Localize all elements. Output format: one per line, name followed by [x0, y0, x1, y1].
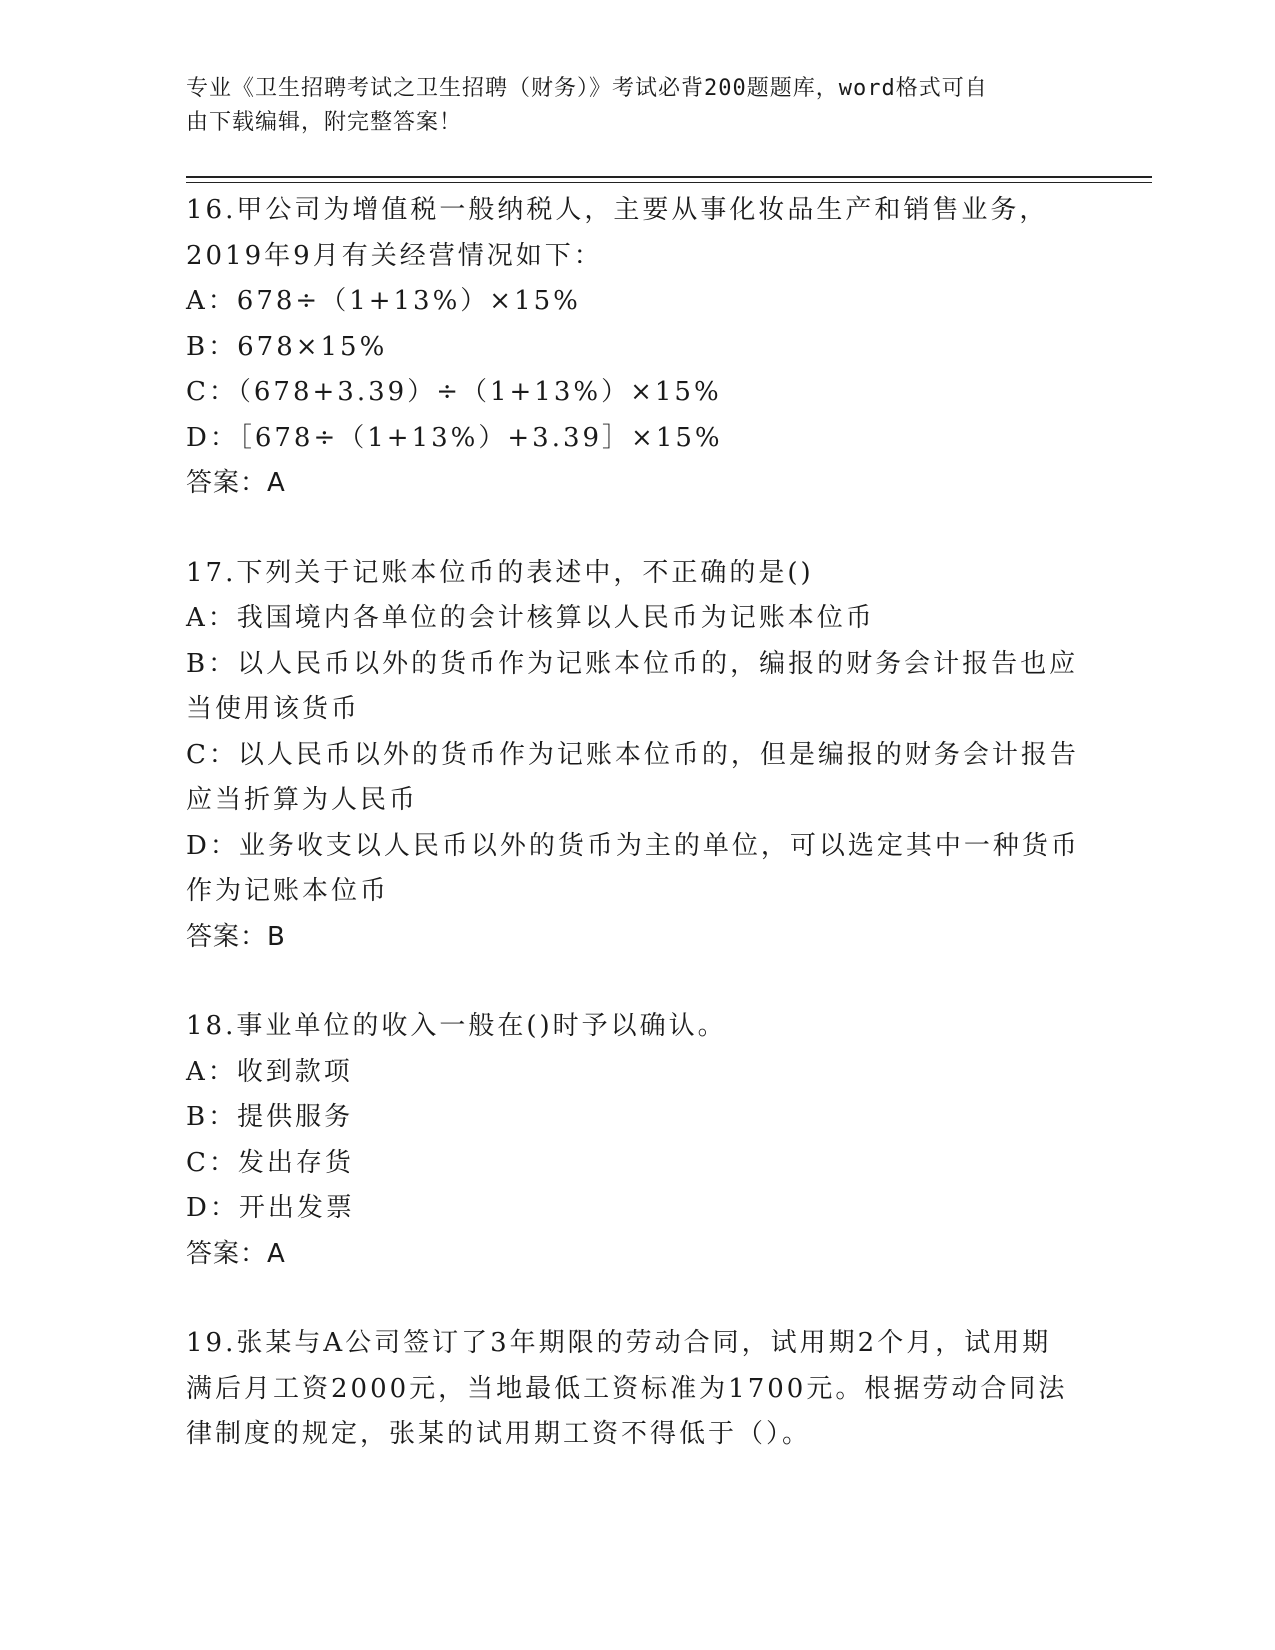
option-line: A：收到款项 — [186, 1056, 353, 1087]
question-text-line: 18.事业单位的收入一般在()时予以确认。 — [186, 1011, 727, 1041]
question-text-line: 满后月工资2000元，当地最低工资标准为1700元。根据劳动合同法 — [186, 1373, 1068, 1404]
option-line: D：业务收支以人民币以外的货币为主的单位，可以选定其中一种货币 — [186, 830, 1080, 861]
header-line-2: 由下载编辑，附完整答案！ — [186, 110, 463, 135]
question-block — [186, 1004, 1086, 1277]
option-line: C：（678+3.39）÷（1+13%）×15% — [186, 377, 722, 407]
question-list — [186, 188, 1086, 1502]
option-line: A：我国境内各单位的会计核算以人民币为记账本位币 — [186, 603, 875, 633]
option-line: B：以人民币以外的货币作为记账本位币的，编报的财务会计报告也应 — [186, 648, 1079, 679]
question-block — [186, 188, 1086, 507]
question-block — [186, 1321, 1086, 1458]
answer-line: 答案：A — [186, 468, 286, 498]
option-line: 应当折算为人民币 — [186, 785, 419, 815]
question-text-line: 19.张某与A公司签订了3年期限的劳动合同，试用期2个月，试用期 — [186, 1328, 1052, 1358]
answer-line: 答案：A — [186, 1238, 286, 1269]
header-divider-thick — [186, 176, 1152, 178]
option-line: 当使用该货币 — [186, 694, 361, 724]
option-line: B：678×15% — [186, 331, 388, 362]
question-text-line: 律制度的规定，张某的试用期工资不得低于（）。 — [186, 1419, 812, 1449]
option-line: 作为记账本位币 — [186, 876, 390, 906]
header-divider-thin — [186, 182, 1152, 183]
option-line: B：提供服务 — [186, 1102, 354, 1132]
option-line: D：开出发票 — [186, 1193, 355, 1223]
option-line: D：［678÷（1+13%）+3.39］×15% — [186, 422, 723, 453]
option-line: A：678÷（1+13%）×15% — [186, 286, 581, 316]
question-text-line: 2019年9月有关经营情况如下： — [186, 240, 603, 271]
question-block — [186, 551, 1086, 961]
option-line: C：发出存货 — [186, 1147, 354, 1178]
option-line: C：以人民币以外的货币作为记账本位币的，但是编报的财务会计报告 — [186, 739, 1079, 770]
document-header — [186, 72, 1066, 140]
answer-line: 答案：B — [186, 921, 286, 952]
question-text-line: 17.下列关于记账本位币的表述中，不正确的是() — [186, 557, 814, 588]
header-line-1: 专业《卫生招聘考试之卫生招聘（财务）》考试必背200题题库，word格式可自 — [186, 76, 988, 101]
question-text-line: 16.甲公司为增值税一般纳税人，主要从事化妆品生产和销售业务， — [186, 195, 1049, 225]
